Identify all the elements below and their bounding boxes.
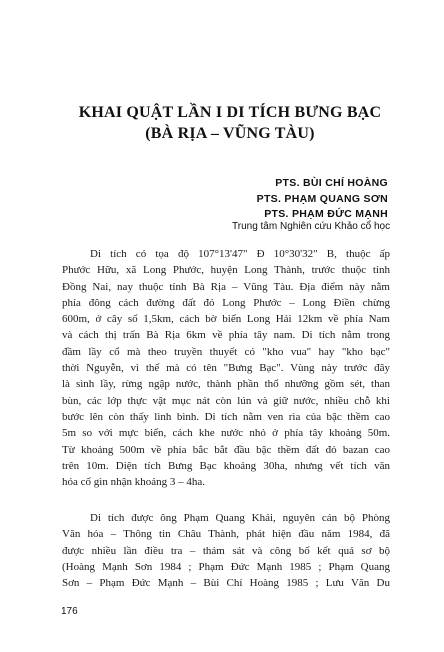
text-line: thời Nguyễn, vì thế mà có tên "Bưng Bạc". Vùng này trước đây — [62, 362, 390, 375]
text-line: Di tích có tọa độ 107°13'47" Đ 10°30'32" B, thuộc ấp — [90, 248, 390, 260]
text-line: (Hoàng Mạnh Sơn 1984 ; Phạm Đức Mạnh 1985 ; Phạm Quang — [62, 560, 390, 573]
text-line: trên 10m. Diện tích Bưng Bạc khoảng 30ha, nhưng vết tích văn — [62, 459, 390, 472]
text-line: đầm lầy cổ mà theo truyền thuyết có "kho vua" hay "kho bạc" — [62, 345, 390, 358]
text-line: bước lên còn thấy lình bình. Di tích nằm ven rìa của bậc thềm cao — [62, 410, 390, 423]
author-name: PTS. PHẠM ĐỨC MẠNH — [264, 208, 388, 220]
text-line: Văn hóa – Thông tin Châu Thành, phát hiện đầu năm 1984, đã — [62, 528, 390, 541]
text-line: được nhiều lần điều tra – thám sát và công bố kết quả sơ bộ — [62, 544, 390, 557]
body-paragraph-1 — [62, 246, 390, 490]
article-title-line-2: (BÀ RỊA – VŨNG TÀU) — [145, 125, 315, 142]
author-name: PTS. BÙI CHÍ HOÀNG — [275, 177, 388, 189]
body-paragraph-2 — [62, 510, 390, 591]
text-line: hóa cổ gìn nhận khoảng 3 – 4ha. — [62, 476, 205, 489]
text-line: phía đông cách đường đất đỏ Long Phước – Long Điền chừng — [62, 296, 390, 309]
page-number: 176 — [61, 606, 78, 617]
author-institute: Trung tâm Nghiên cứu Khảo cổ học — [232, 221, 391, 232]
text-line: là sình lầy, rừng ngập nước, thành phần thổ nhưỡng gồm sét, than — [62, 378, 390, 391]
text-line: Di tích được ông Phạm Quang Khải, nguyên cán bộ Phòng — [90, 512, 390, 524]
text-line: Từ khoảng 500m về phía bắc bắt đầu bậc thềm đất đỏ bazan cao — [62, 443, 390, 456]
text-line: bùn, các lớp thực vật mục nát còn lún và giữ nước, nhiều chỗ khi — [62, 394, 390, 407]
text-line: 600m, ở cây số 1,5km, cách bờ biển Long Hải 12km về phía Nam — [62, 313, 390, 326]
text-line: Sơn – Phạm Đức Mạnh – Bùi Chí Hoàng 1985 ; Lưu Văn Du — [62, 577, 390, 590]
text-line: và cách thị trấn Bà Rịa 6km về phía tây nam. Di tích nằm trong — [62, 329, 390, 342]
text-line: 5m so với mực biển, cách khe nước nhỏ ở phía tây khoảng 50m. — [62, 427, 390, 440]
author-list — [257, 176, 388, 223]
text-line: Đồng Nai, nay thuộc tỉnh Bà Rịa – Vũng Tàu. Địa điểm này nằm — [62, 280, 390, 293]
author-name: PTS. PHẠM QUANG SƠN — [256, 192, 388, 205]
article-title-line-1: KHAI QUẬT LẦN I DI TÍCH BƯNG BẠC — [78, 104, 382, 121]
text-line: Phước Hữu, xã Long Phước, huyện Long Thành, trước thuộc tỉnh — [62, 264, 390, 277]
